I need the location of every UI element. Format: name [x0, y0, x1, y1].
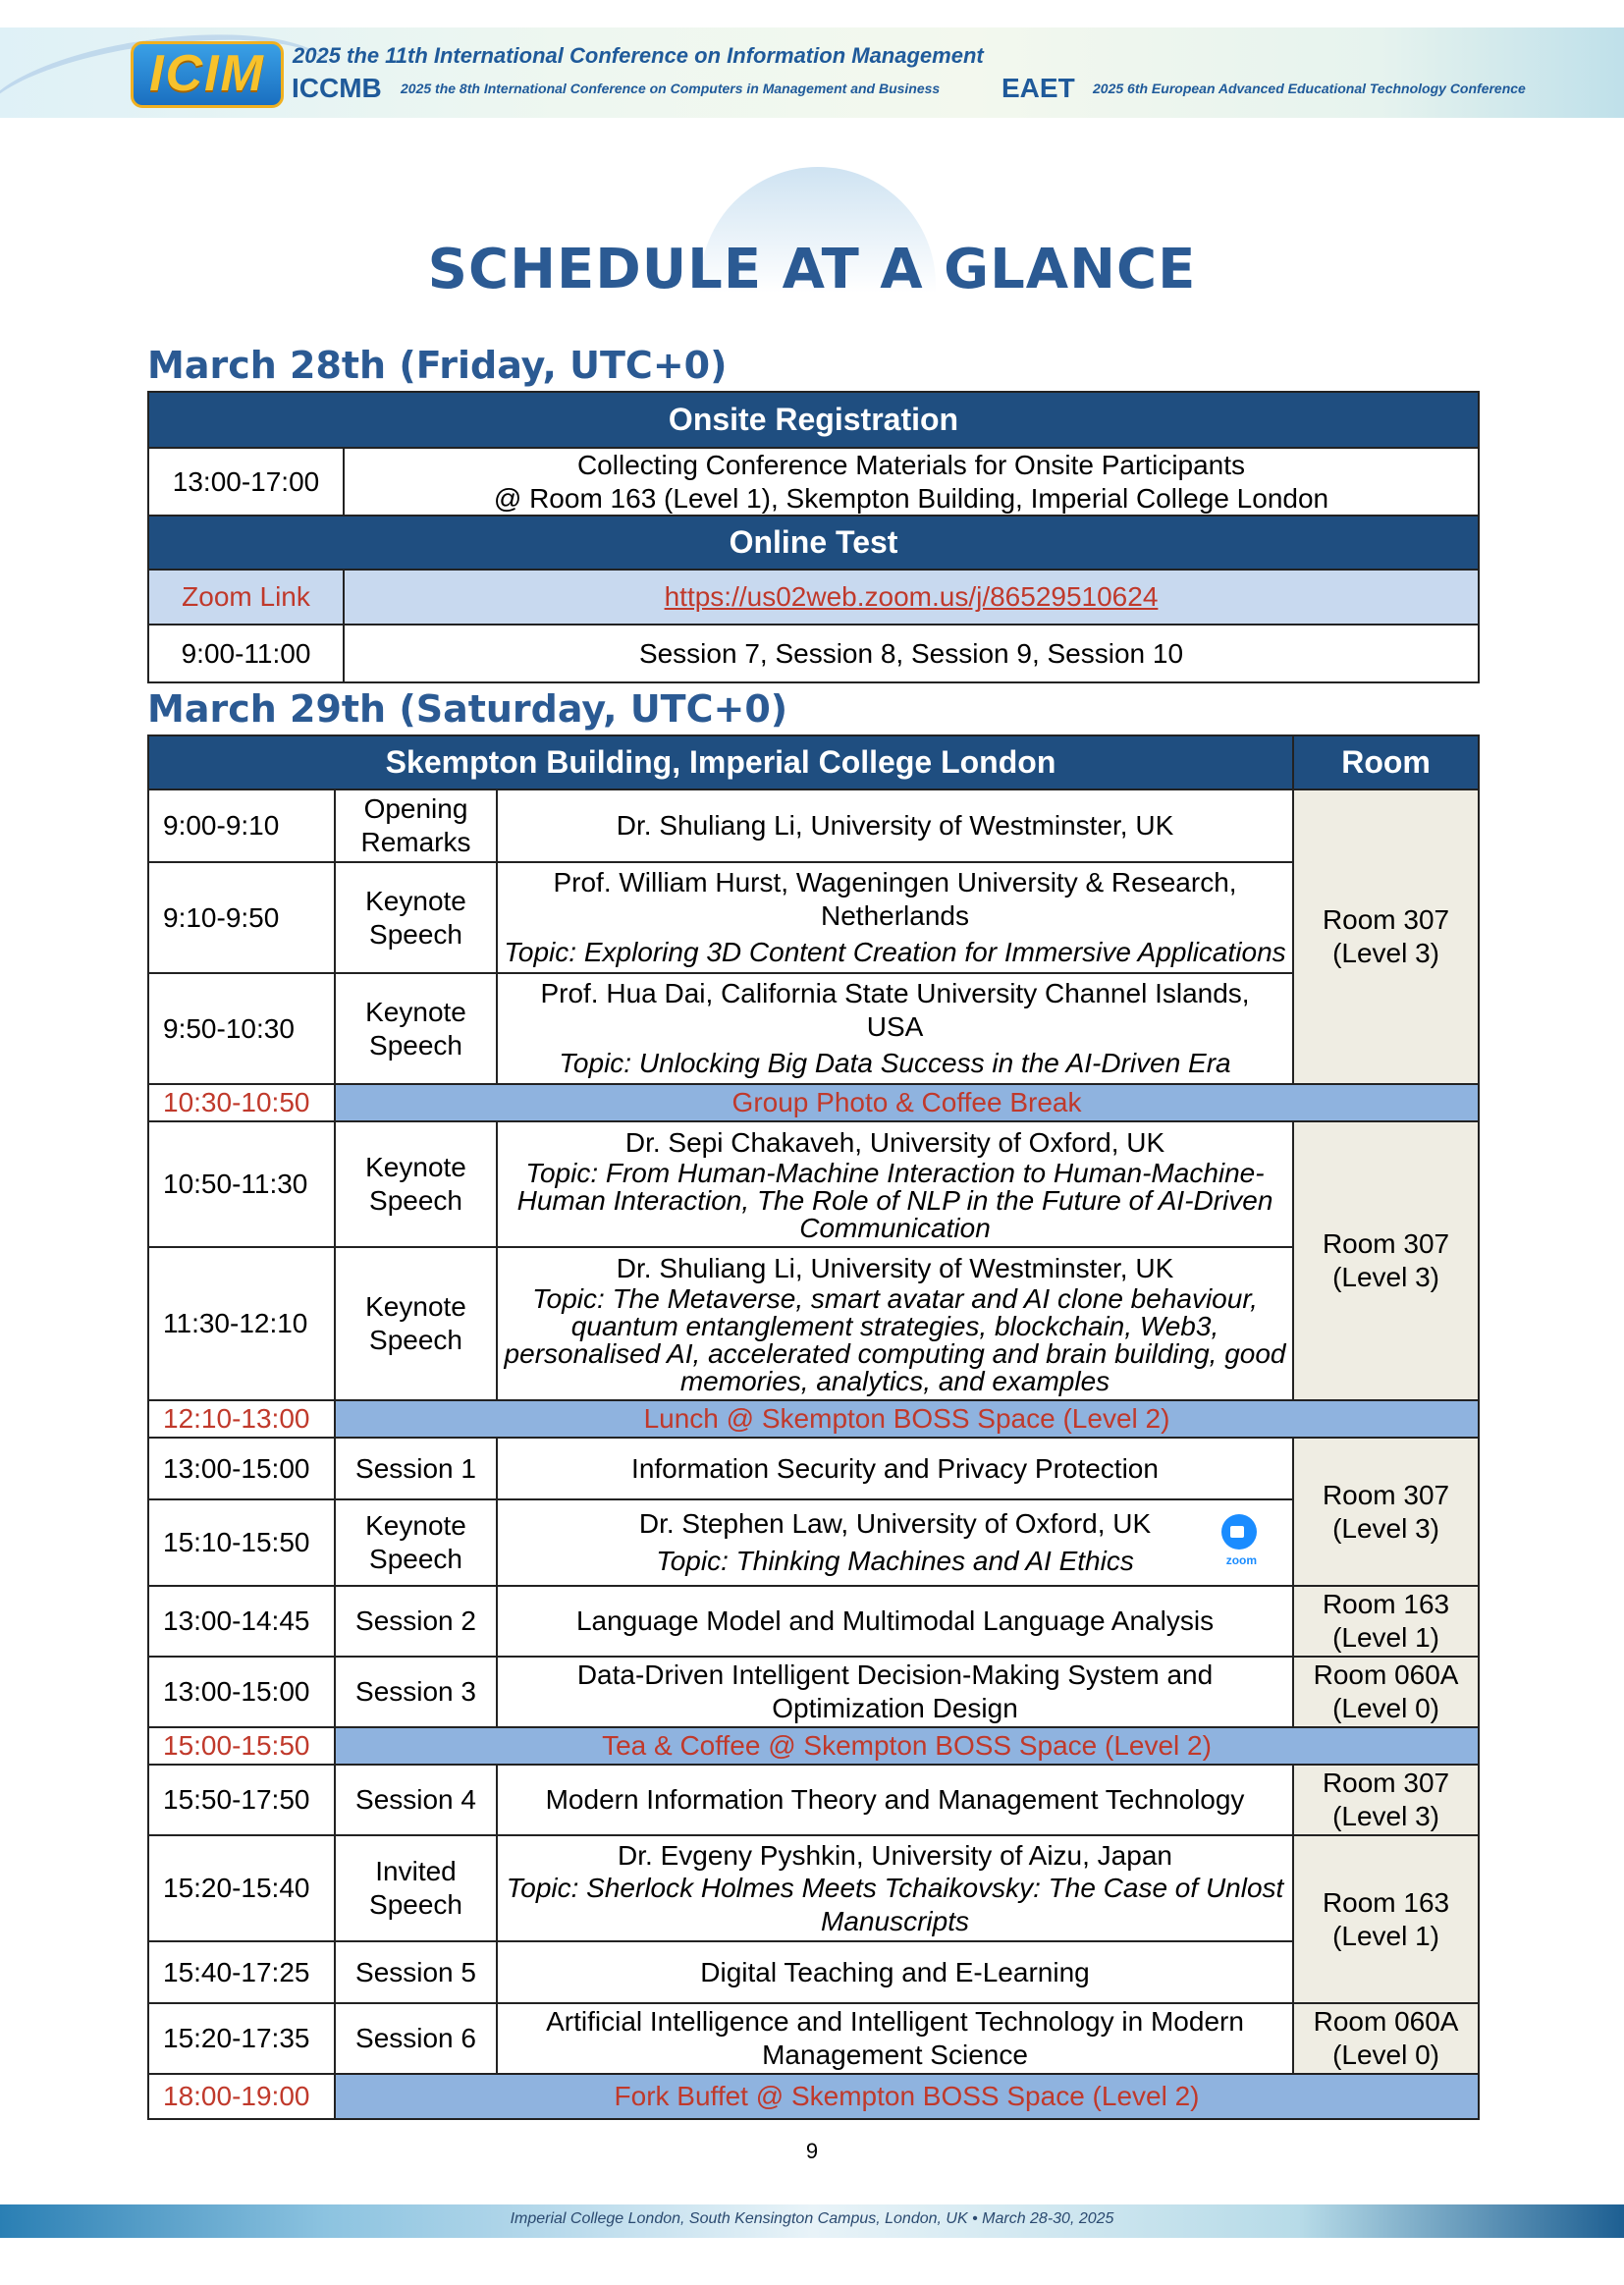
page-title: SCHEDULE AT A GLANCE — [427, 238, 1197, 301]
table-row — [148, 862, 1479, 973]
table-row — [148, 1586, 1479, 1657]
day1-table — [147, 391, 1480, 683]
zoom-icon — [1221, 1514, 1257, 1550]
row-time: 15:10-15:50 — [148, 1499, 335, 1586]
room-cell: Room 163 (Level 1) — [1293, 1586, 1479, 1657]
room-cell: Room 060A (Level 0) — [1293, 2003, 1479, 2074]
page-number: 9 — [805, 2139, 819, 2163]
row-desc: Language Model and Multimodal Language Analysis — [497, 1586, 1293, 1657]
day1-heading: March 28th (Friday, UTC+0) — [147, 344, 728, 387]
room-cell: Room 307 (Level 3) — [1293, 789, 1479, 1084]
row-type: Keynote Speech — [335, 1121, 497, 1247]
table-row — [148, 789, 1479, 862]
row-desc — [497, 1835, 1293, 1941]
break-time: 10:30-10:50 — [148, 1084, 335, 1121]
row-time: 13:00-14:45 — [148, 1586, 335, 1657]
table-row — [148, 1121, 1479, 1247]
break-label: Group Photo & Coffee Break — [335, 1084, 1479, 1121]
break-time: 12:10-13:00 — [148, 1400, 335, 1438]
break-row — [148, 1400, 1479, 1438]
row-desc — [497, 1121, 1293, 1247]
row-desc — [497, 1247, 1293, 1400]
topic-line: Topic: Unlocking Big Data Success in the AI-Driven Era — [559, 1048, 1231, 1079]
break-time: 18:00-19:00 — [148, 2074, 335, 2119]
topic-line: Topic: Exploring 3D Content Creation for Immersive Applications — [504, 937, 1286, 968]
speaker-line: Dr. Shuliang Li, University of Westminster, UK — [616, 1253, 1174, 1284]
day2-table — [147, 734, 1480, 2120]
speaker-line: Dr. Evgeny Pyshkin, University of Aizu, Japan — [618, 1839, 1172, 1871]
row-desc — [497, 1499, 1293, 1586]
row-desc: Dr. Shuliang Li, University of Westminster, UK — [497, 789, 1293, 862]
row-time: 10:50-11:30 — [148, 1121, 335, 1247]
row-type: Session 2 — [335, 1586, 497, 1657]
break-label: Lunch @ Skempton BOSS Space (Level 2) — [335, 1400, 1479, 1438]
row-desc — [497, 862, 1293, 973]
table-row — [148, 1438, 1479, 1499]
break-label: Fork Buffet @ Skempton BOSS Space (Level 2) — [335, 2074, 1479, 2119]
onsite-details — [344, 448, 1479, 516]
table-row — [148, 1835, 1479, 1941]
break-label: Tea & Coffee @ Skempton BOSS Space (Level 2) — [335, 1727, 1479, 1765]
online-sessions: Session 7, Session 8, Session 9, Session 10 — [344, 625, 1479, 682]
room-cell: Room 307 (Level 3) — [1293, 1765, 1479, 1835]
row-type: Session 4 — [335, 1765, 497, 1835]
row-time: 13:00-15:00 — [148, 1438, 335, 1499]
onsite-line2: @ Room 163 (Level 1), Skempton Building, Imperial College London — [493, 482, 1329, 514]
speaker-line: Prof. Hua Dai, California State University Channel Islands, — [540, 978, 1250, 1009]
row-time: 11:30-12:10 — [148, 1247, 335, 1400]
row-desc — [497, 973, 1293, 1084]
conf2-short: ICCMB — [292, 73, 382, 103]
room-cell: Room 163 (Level 1) — [1293, 1835, 1479, 2003]
row-type: Keynote Speech — [335, 862, 497, 973]
icim-logo: ICIM — [131, 41, 284, 108]
topic-line: Topic: From Human-Machine Interaction to Human-Machine-Human Interaction, The Role of NLP in the Future of AI-Driven Communication — [516, 1157, 1273, 1243]
onsite-time: 13:00-17:00 — [148, 448, 344, 516]
footer-text: Imperial College London, South Kensington Campus, London, UK • March 28-30, 2025 — [510, 2210, 1114, 2227]
row-time: 15:20-15:40 — [148, 1835, 335, 1941]
row-type: Opening Remarks — [335, 789, 497, 862]
break-time: 15:00-15:50 — [148, 1727, 335, 1765]
conf3-short: EAET — [1001, 73, 1075, 103]
break-row — [148, 1727, 1479, 1765]
table-row — [148, 2003, 1479, 2074]
page-footer — [0, 2204, 1624, 2238]
online-header: Online Test — [148, 516, 1479, 570]
conference-header — [0, 0, 1624, 147]
row-desc: Digital Teaching and E-Learning — [497, 1941, 1293, 2003]
table-row — [148, 1657, 1479, 1727]
day2-heading: March 29th (Saturday, UTC+0) — [147, 687, 788, 731]
row-time: 13:00-15:00 — [148, 1657, 335, 1727]
conf2-title: 2025 the 8th International Conference on Computers in Management and Business — [401, 81, 941, 96]
zoom-badge: zoom — [1225, 1553, 1258, 1567]
row-type: Keynote Speech — [335, 973, 497, 1084]
row-time: 9:10-9:50 — [148, 862, 335, 973]
row-type: Session 6 — [335, 2003, 497, 2074]
row-type: Keynote Speech — [335, 1499, 497, 1586]
onsite-line1: Collecting Conference Materials for Onsite Participants — [576, 450, 1246, 480]
row-desc: Artificial Intelligence and Intelligent Technology in Modern Management Science — [497, 2003, 1293, 2074]
row-type: Keynote Speech — [335, 1247, 497, 1400]
onsite-header: Onsite Registration — [148, 392, 1479, 448]
row-desc: Information Security and Privacy Protection — [497, 1438, 1293, 1499]
online-time: 9:00-11:00 — [148, 625, 344, 682]
room-cell: Room 307 (Level 3) — [1293, 1438, 1479, 1586]
table-row — [148, 1247, 1479, 1400]
zoom-link-label: Zoom Link — [148, 570, 344, 625]
break-row — [148, 1084, 1479, 1121]
speaker-line: Netherlands — [821, 899, 969, 931]
speaker-line: Dr. Stephen Law, University of Oxford, UK — [638, 1508, 1152, 1540]
row-type: Session 1 — [335, 1438, 497, 1499]
row-desc: Modern Information Theory and Management Technology — [497, 1765, 1293, 1835]
room-cell: Room 060A (Level 0) — [1293, 1657, 1479, 1727]
row-type: Session 5 — [335, 1941, 497, 2003]
room-header: Room — [1293, 735, 1479, 789]
row-time: 15:40-17:25 — [148, 1941, 335, 2003]
zoom-link[interactable]: https://us02web.zoom.us/j/86529510624 — [664, 581, 1159, 613]
conf3-title: 2025 6th European Advanced Educational Technology Conference — [1093, 81, 1526, 96]
table-row — [148, 1765, 1479, 1835]
row-desc: Data-Driven Intelligent Decision-Making System and Optimization Design — [497, 1657, 1293, 1727]
speaker-line: Dr. Sepi Chakaveh, University of Oxford, UK — [624, 1127, 1165, 1159]
topic-line: Topic: The Metaverse, smart avatar and AI clone behaviour, quantum entanglement strategies, blockchain, Web3, personalised AI, accelerated computing and brain building, good memories, analytics, and examples — [504, 1282, 1286, 1396]
zoom-link-cell — [344, 570, 1479, 625]
row-time: 15:50-17:50 — [148, 1765, 335, 1835]
venue-header: Skempton Building, Imperial College London — [148, 735, 1293, 789]
row-time: 15:20-17:35 — [148, 2003, 335, 2074]
speaker-line: Prof. William Hurst, Wageningen University & Research, — [553, 867, 1237, 898]
row-type: Session 3 — [335, 1657, 497, 1727]
table-row — [148, 1941, 1479, 2003]
room-cell: Room 307 (Level 3) — [1293, 1121, 1479, 1400]
topic-line: Topic: Thinking Machines and AI Ethics — [656, 1546, 1134, 1576]
speaker-line: USA — [866, 1010, 924, 1042]
topic-line: Topic: Sherlock Holmes Meets Tchaikovsky: The Case of Unlost Manuscripts — [506, 1873, 1284, 1936]
conf1-title: 2025 the 11th International Conference on Information Management — [293, 43, 984, 68]
break-row — [148, 2074, 1479, 2119]
table-row — [148, 973, 1479, 1084]
row-time: 9:00-9:10 — [148, 789, 335, 862]
row-time: 9:50-10:30 — [148, 973, 335, 1084]
row-type: Invited Speech — [335, 1835, 497, 1941]
table-row — [148, 1499, 1479, 1586]
